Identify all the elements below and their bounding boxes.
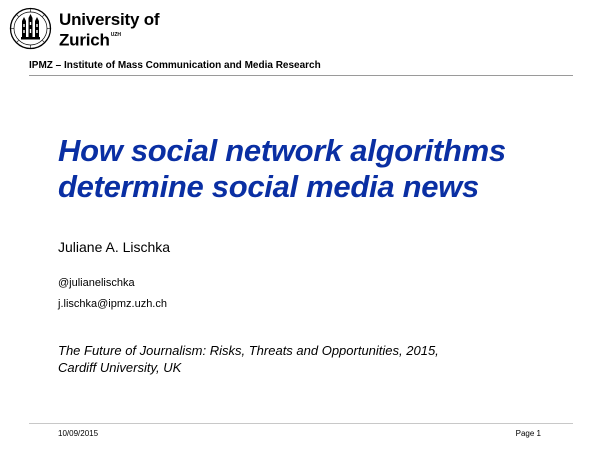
- author-email: j.lischka@ipmz.uzh.ch: [58, 298, 167, 310]
- header-divider: [29, 75, 573, 76]
- conference-line1: The Future of Journalism: Risks, Threats and Opportunities, 2015,: [58, 343, 439, 358]
- university-name-line1: University of: [59, 10, 160, 29]
- author-name: Juliane A. Lischka: [58, 239, 171, 255]
- uzh-superscript: UZH: [110, 32, 122, 38]
- conference-info: [58, 342, 439, 376]
- page-number: Page 1: [515, 429, 541, 438]
- university-name-zurich: Zurich: [59, 30, 110, 50]
- footer-date: 10/09/2015: [58, 429, 99, 438]
- university-name: [59, 10, 159, 50]
- conference-line2: Cardiff University, UK: [58, 360, 182, 375]
- slide-title: How social network algorithms determine social media news: [58, 133, 506, 204]
- twitter-handle: @julianelischka: [58, 277, 135, 289]
- university-seal-icon: [9, 7, 52, 50]
- university-logo: [9, 7, 159, 53]
- institute-name: IPMZ – Institute of Mass Communication and Media Research: [29, 60, 321, 71]
- footer-divider: [29, 423, 573, 424]
- university-name-line2: [59, 29, 159, 50]
